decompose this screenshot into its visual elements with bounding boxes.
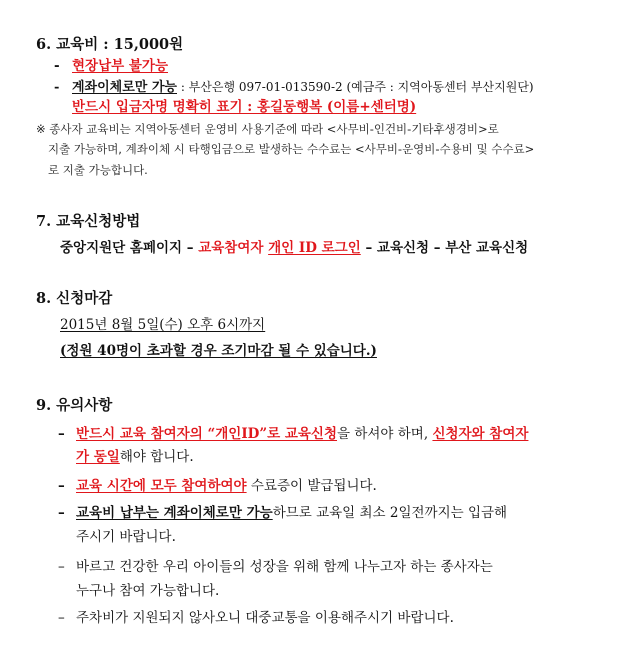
- early-close-notice: (정원 40명이 초과할 경우 조기마감 될 수 있습니다.): [60, 343, 377, 359]
- transfer-only-payment: 교육비 납부는 계좌이체로만 가능: [76, 505, 273, 521]
- personal-id-requirement: 반드시 교육 참여자의 “개인ID”로 교육신청: [76, 426, 338, 442]
- full-attendance-requirement: 교육 시간에 모두 참여하여야: [76, 478, 247, 494]
- section-8-heading: 8. 신청마감: [36, 290, 113, 307]
- caution-item-4: [58, 558, 493, 576]
- application-method-path: [60, 239, 528, 257]
- path-personal-id-login: 개인 ID 로그인: [268, 240, 361, 256]
- path-homepage: 중앙지원단 홈페이지 –: [60, 240, 199, 256]
- deposit-two-days-before: 하므로 교육일 최소 2일전까지는 입금해: [272, 505, 508, 521]
- transfer-only-label: 계좌이체로만 가능: [72, 80, 177, 95]
- section-9-heading: 9. 유의사항: [36, 397, 113, 414]
- section-6-item-onsite: [54, 57, 168, 75]
- must-be-same: 가 동일: [76, 449, 120, 465]
- expense-note-line-3: 로 지출 가능합니다.: [48, 163, 148, 177]
- caution-item-5: [58, 609, 454, 627]
- caution-item-1-cont: [76, 448, 194, 466]
- caution-1-middle: 을 하셔야 하며,: [337, 426, 433, 442]
- section-6-heading: 6. 교육비 : 15,000원: [36, 36, 184, 53]
- bullet: –: [58, 478, 65, 494]
- certificate-issued: 수료증이 발급됩니다.: [246, 478, 377, 494]
- onsite-payment-unavailable: 현장납부 불가능: [72, 58, 168, 74]
- section-7-heading: 7. 교육신청방법: [36, 213, 141, 230]
- bullet: –: [58, 505, 65, 521]
- caution-item-1: [58, 425, 528, 443]
- depositor-name-instruction: 반드시 입금자명 명확히 표기 : 홍길동행복 (이름+센터명): [72, 99, 417, 115]
- bullet: –: [58, 426, 65, 442]
- parking-notice: 주차비가 지원되지 않사오니 대중교통을 이용해주시기 바랍니다.: [76, 610, 454, 626]
- bullet: –: [58, 610, 65, 626]
- section-6-item-transfer: [54, 78, 534, 97]
- caution-1-end: 해야 합니다.: [119, 449, 194, 465]
- caution-4-text: 바르고 건강한 우리 아이들의 성장을 위해 함께 나누고자 하는 종사자는: [76, 559, 493, 575]
- caution-item-4-cont: 누구나 참여 가능합니다.: [76, 583, 220, 599]
- bullet: –: [58, 559, 65, 575]
- applicant-participant: 신청자와 참여자: [432, 426, 529, 442]
- caution-item-2: [58, 477, 377, 495]
- path-busan-apply: – 교육신청 – 부산 교육신청: [360, 240, 529, 256]
- caution-item-3: [58, 504, 507, 522]
- bullet: -: [54, 80, 60, 95]
- expense-note-line-2: 지출 가능하며, 계좌이체 시 타행입금으로 발생하는 수수료는 <사무비-운영비-수용비 및 수수료>: [48, 142, 535, 156]
- bullet: -: [54, 58, 60, 74]
- caution-item-3-cont: 주시기 바랍니다.: [76, 529, 176, 545]
- bank-account-info: : 부산은행 097-01-013590-2 (예금주 : 지역아동센터 부산지원단): [177, 80, 534, 94]
- expense-note-line-1: ※ 종사자 교육비는 지역아동센터 운영비 사용기준에 따라 <사무비-인건비-기타후생경비>로: [36, 122, 499, 136]
- path-participant: 교육참여자: [198, 240, 269, 256]
- deadline-date: 2015년 8월 5일(수) 오후 6시까지: [60, 317, 266, 333]
